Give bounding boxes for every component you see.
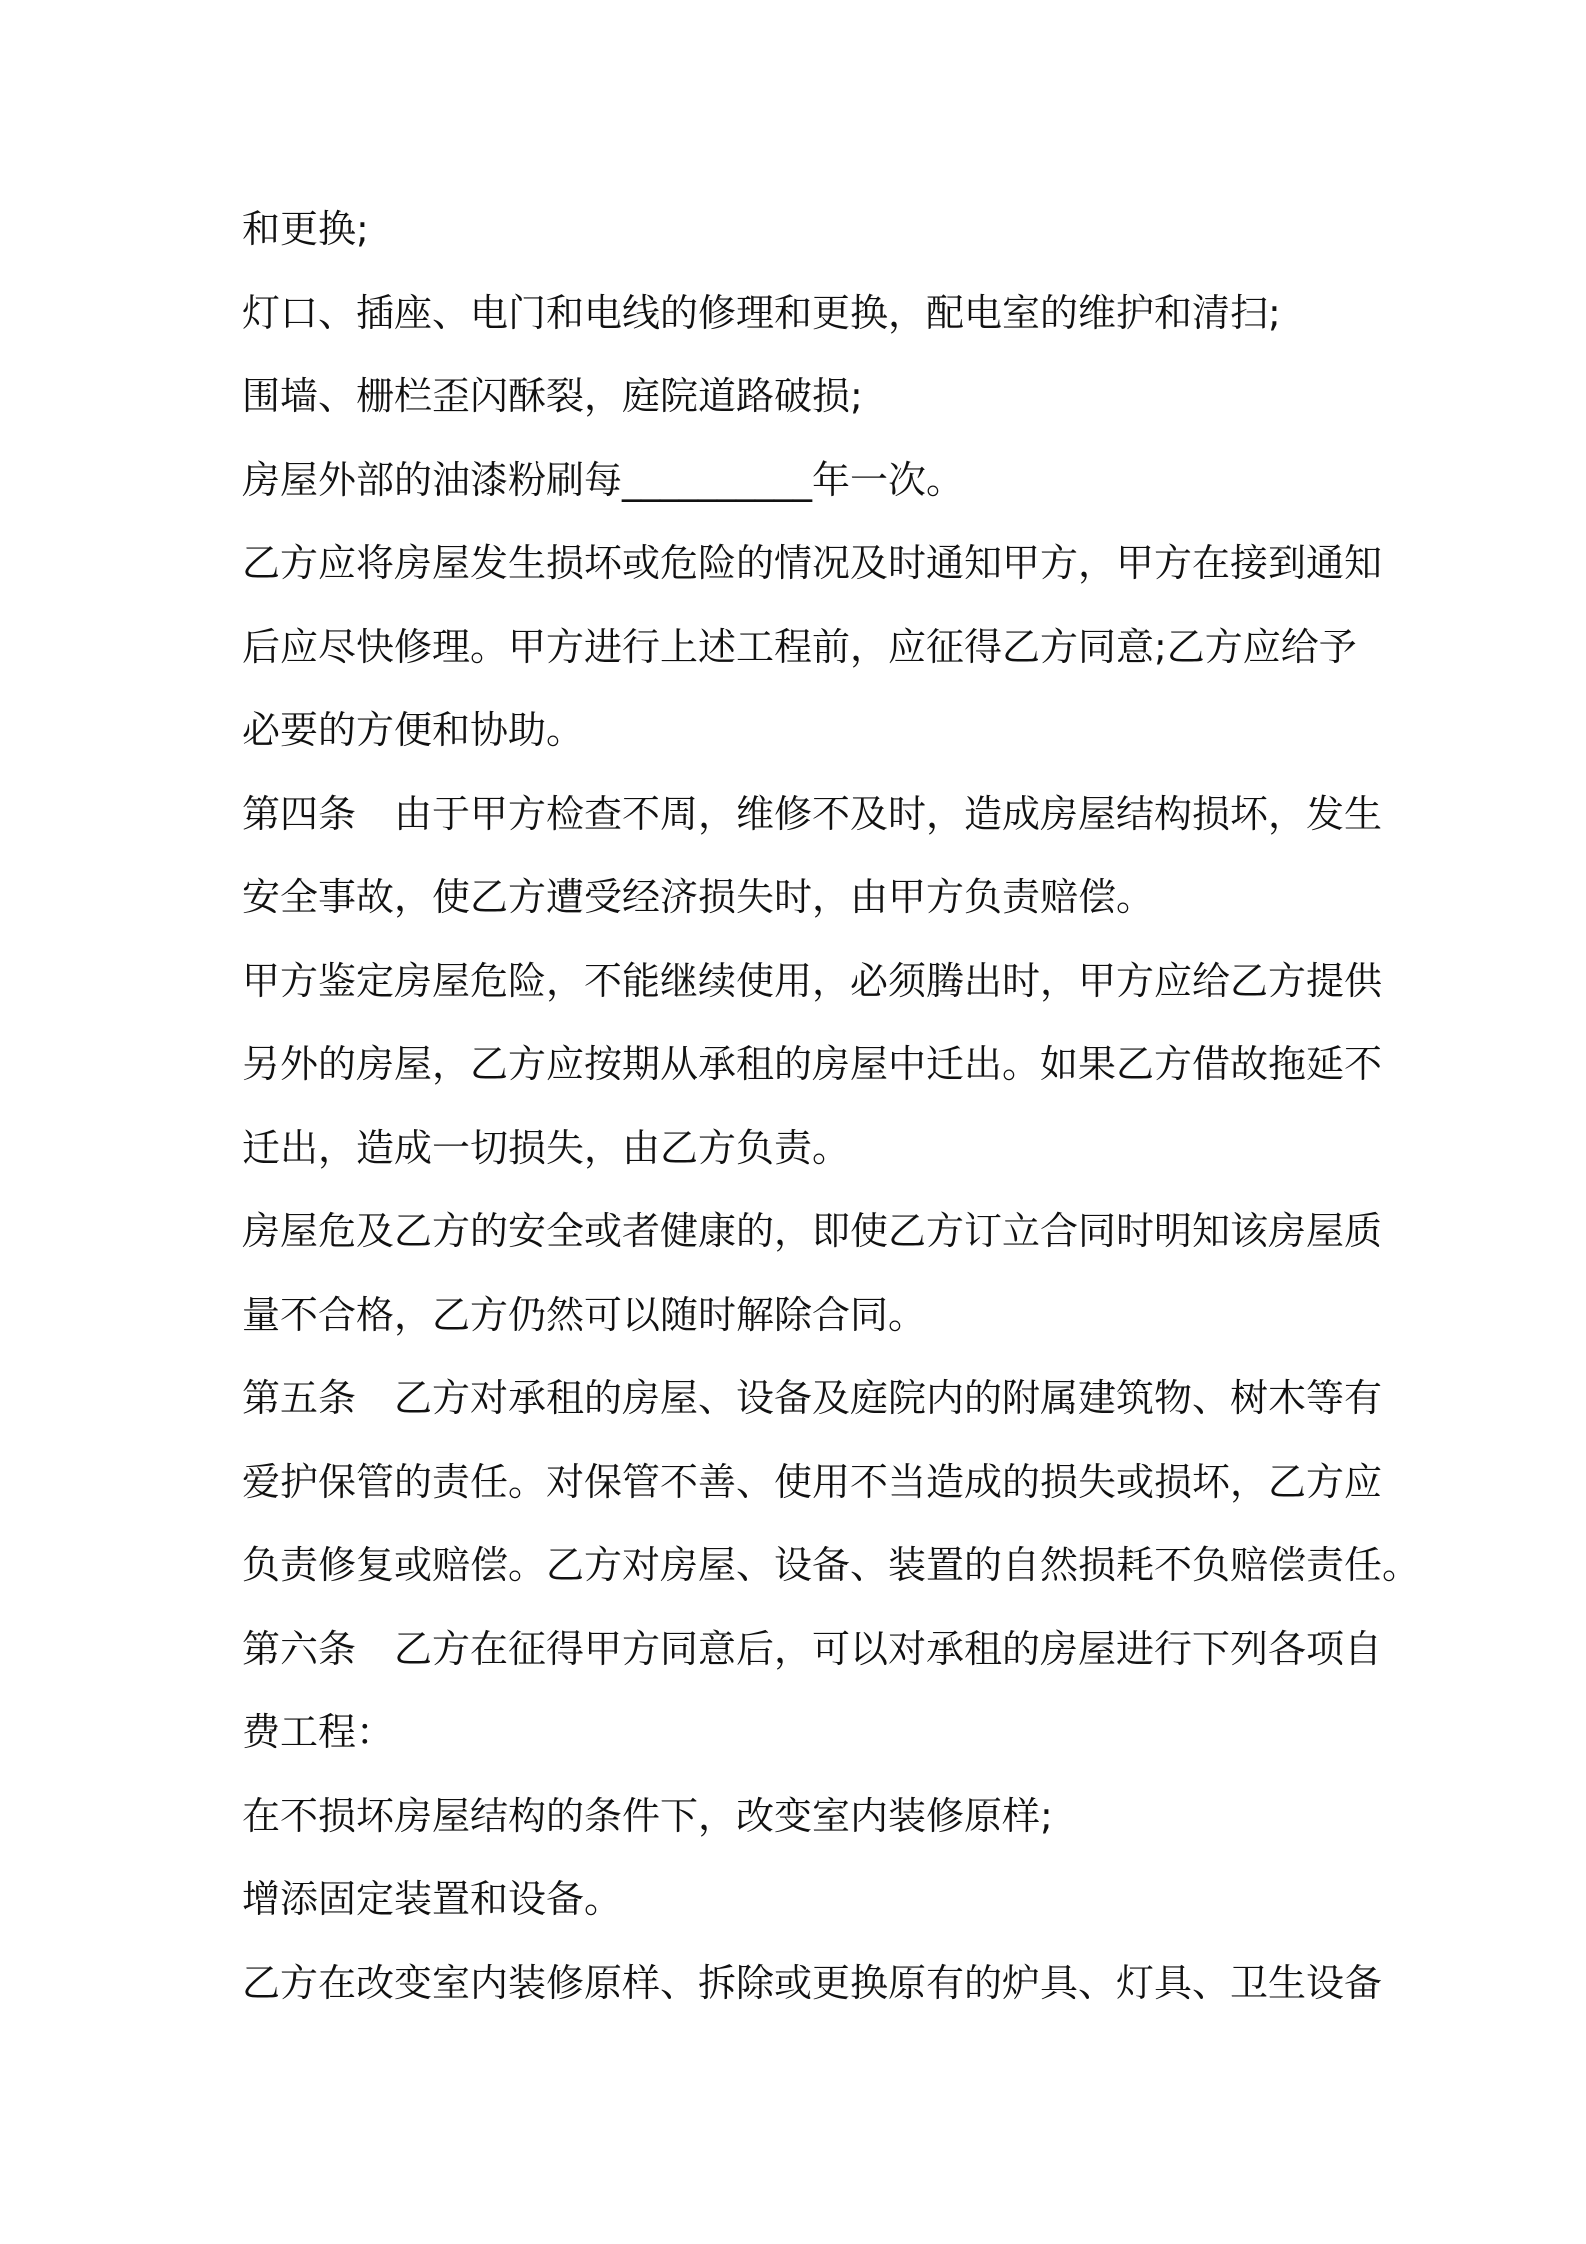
text-line: 爱护保管的责任。对保管不善、使用不当造成的损失或损坏，乙方应 (242, 1460, 1383, 1504)
text-line: 围墙、栅栏歪闪酥裂，庭院道路破损; (242, 374, 863, 418)
text-line: 甲方鉴定房屋危险，不能继续使用，必须腾出时，甲方应给乙方提供 (242, 959, 1383, 1003)
text-line: 房屋危及乙方的安全或者健康的，即使乙方订立合同时明知该房屋质 (242, 1209, 1383, 1253)
text-line: 第五条 乙方对承租的房屋、设备及庭院内的附属建筑物、树木等有 (242, 1376, 1383, 1420)
text-line: 必要的方便和协助。 (242, 708, 585, 752)
text-line: 灯口、插座、电门和电线的修理和更换，配电室的维护和清扫; (242, 291, 1281, 335)
text-line: 后应尽快修理。甲方进行上述工程前，应征得乙方同意;乙方应给予 (242, 625, 1357, 669)
text-line: 第六条 乙方在征得甲方同意后，可以对承租的房屋进行下列各项自 (242, 1627, 1383, 1671)
text-line: 和更换; (242, 207, 369, 251)
text-line: 负责修复或赔偿。乙方对房屋、设备、装置的自然损耗不负赔偿责任。 (242, 1543, 1421, 1587)
text-line: 另外的房屋，乙方应按期从承租的房屋中迁出。如果乙方借故拖延不 (242, 1042, 1383, 1086)
text-line: 安全事故，使乙方遭受经济损失时，由甲方负责赔偿。 (242, 875, 1155, 919)
text-line: 在不损坏房屋结构的条件下，改变室内装修原样; (242, 1794, 1053, 1838)
text-line: 第四条 由于甲方检查不周，维修不及时，造成房屋结构损坏，发生 (242, 792, 1383, 836)
text-line: 增添固定装置和设备。 (242, 1877, 623, 1921)
text-line: 乙方在改变室内装修原样、拆除或更换原有的炉具、灯具、卫生设备 (242, 1961, 1383, 2005)
text-line: 量不合格，乙方仍然可以随时解除合同。 (242, 1293, 927, 1337)
text-line: 费工程： (242, 1710, 395, 1754)
text-line: 迁出，造成一切损失，由乙方负责。 (242, 1126, 851, 1170)
text-line: 房屋外部的油漆粉刷每__________年一次。 (242, 458, 965, 502)
text-line: 乙方应将房屋发生损坏或危险的情况及时通知甲方，甲方在接到通知 (242, 541, 1383, 585)
